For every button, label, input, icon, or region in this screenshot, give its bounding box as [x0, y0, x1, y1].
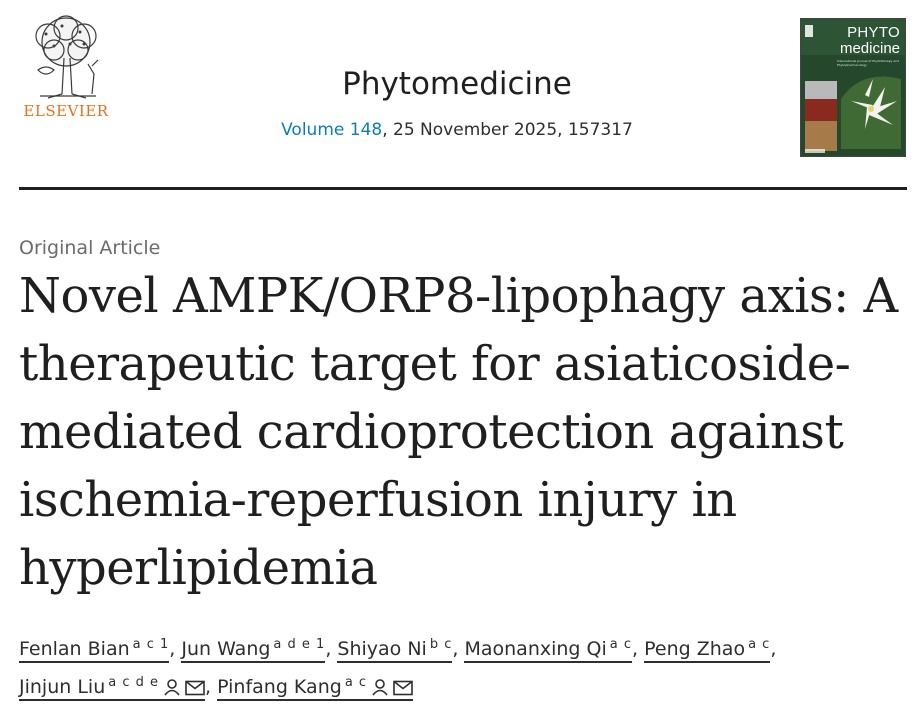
affiliation-marks: a c: [609, 637, 633, 652]
article-type-label: Original Article: [19, 237, 161, 259]
cover-title: PHYTO medicine: [839, 24, 900, 57]
journal-issue-info: [0, 120, 914, 140]
author-link[interactable]: Fenlan Bian $^{a c 1}$: [19, 638, 169, 663]
author-link[interactable]: Shiyao Ni $^{b c}$: [337, 638, 452, 663]
author-link[interactable]: Jinjun Liu $^{a c d e}$: [19, 676, 205, 701]
journal-cover-image[interactable]: [800, 18, 906, 157]
author-link[interactable]: Maonanxing Qi $^{a c}$: [464, 638, 632, 663]
affiliation-marks: a d e 1: [273, 637, 326, 652]
envelope-icon: [393, 680, 413, 696]
person-icon: [371, 678, 389, 696]
journal-title[interactable]: Phytomedicine: [342, 66, 572, 102]
affiliation-marks: b c: [429, 637, 453, 652]
affiliation-marks: a c 1: [132, 637, 170, 652]
affiliation-marks: a c: [748, 637, 771, 652]
journal-header: [0, 0, 914, 190]
cover-subtitle: International Journal of Phytotherapy and Phytopharmacology: [837, 59, 900, 67]
issue-details: , 25 November 2025, 157317: [382, 120, 633, 140]
envelope-icon: [185, 680, 205, 696]
person-icon: [163, 678, 181, 696]
header-divider: [19, 187, 907, 190]
author-link[interactable]: Peng Zhao $^{a c}$: [644, 638, 770, 663]
affiliation-marks: a c d e: [108, 675, 159, 690]
author-link[interactable]: Pinfang Kang $^{a c}$: [217, 676, 413, 701]
affiliation-marks: a c: [344, 675, 368, 690]
article-title: Novel AMPK/ORP8-lipophagy axis: A therapeutic target for asiaticoside-mediated cardioprotection against ischemia-reperfusion injury in hyperlipidemia: [19, 268, 898, 596]
author-list: Fenlan Bian $^{a c 1}$, Jun Wang $^{a d e 1}$, Shiyao Ni $^{b c}$, Maonanxing Qi $^{a c}$, Peng Zhao $^{a c}$, Jinjun Liu $^{a c d e}$ , Pinfang Kang $^{a c}$: [19, 630, 909, 706]
author-link[interactable]: Jun Wang $^{a d e 1}$: [181, 638, 325, 663]
publisher-wordmark: ELSEVIER: [23, 102, 109, 120]
volume-link[interactable]: Volume 148: [281, 120, 383, 140]
